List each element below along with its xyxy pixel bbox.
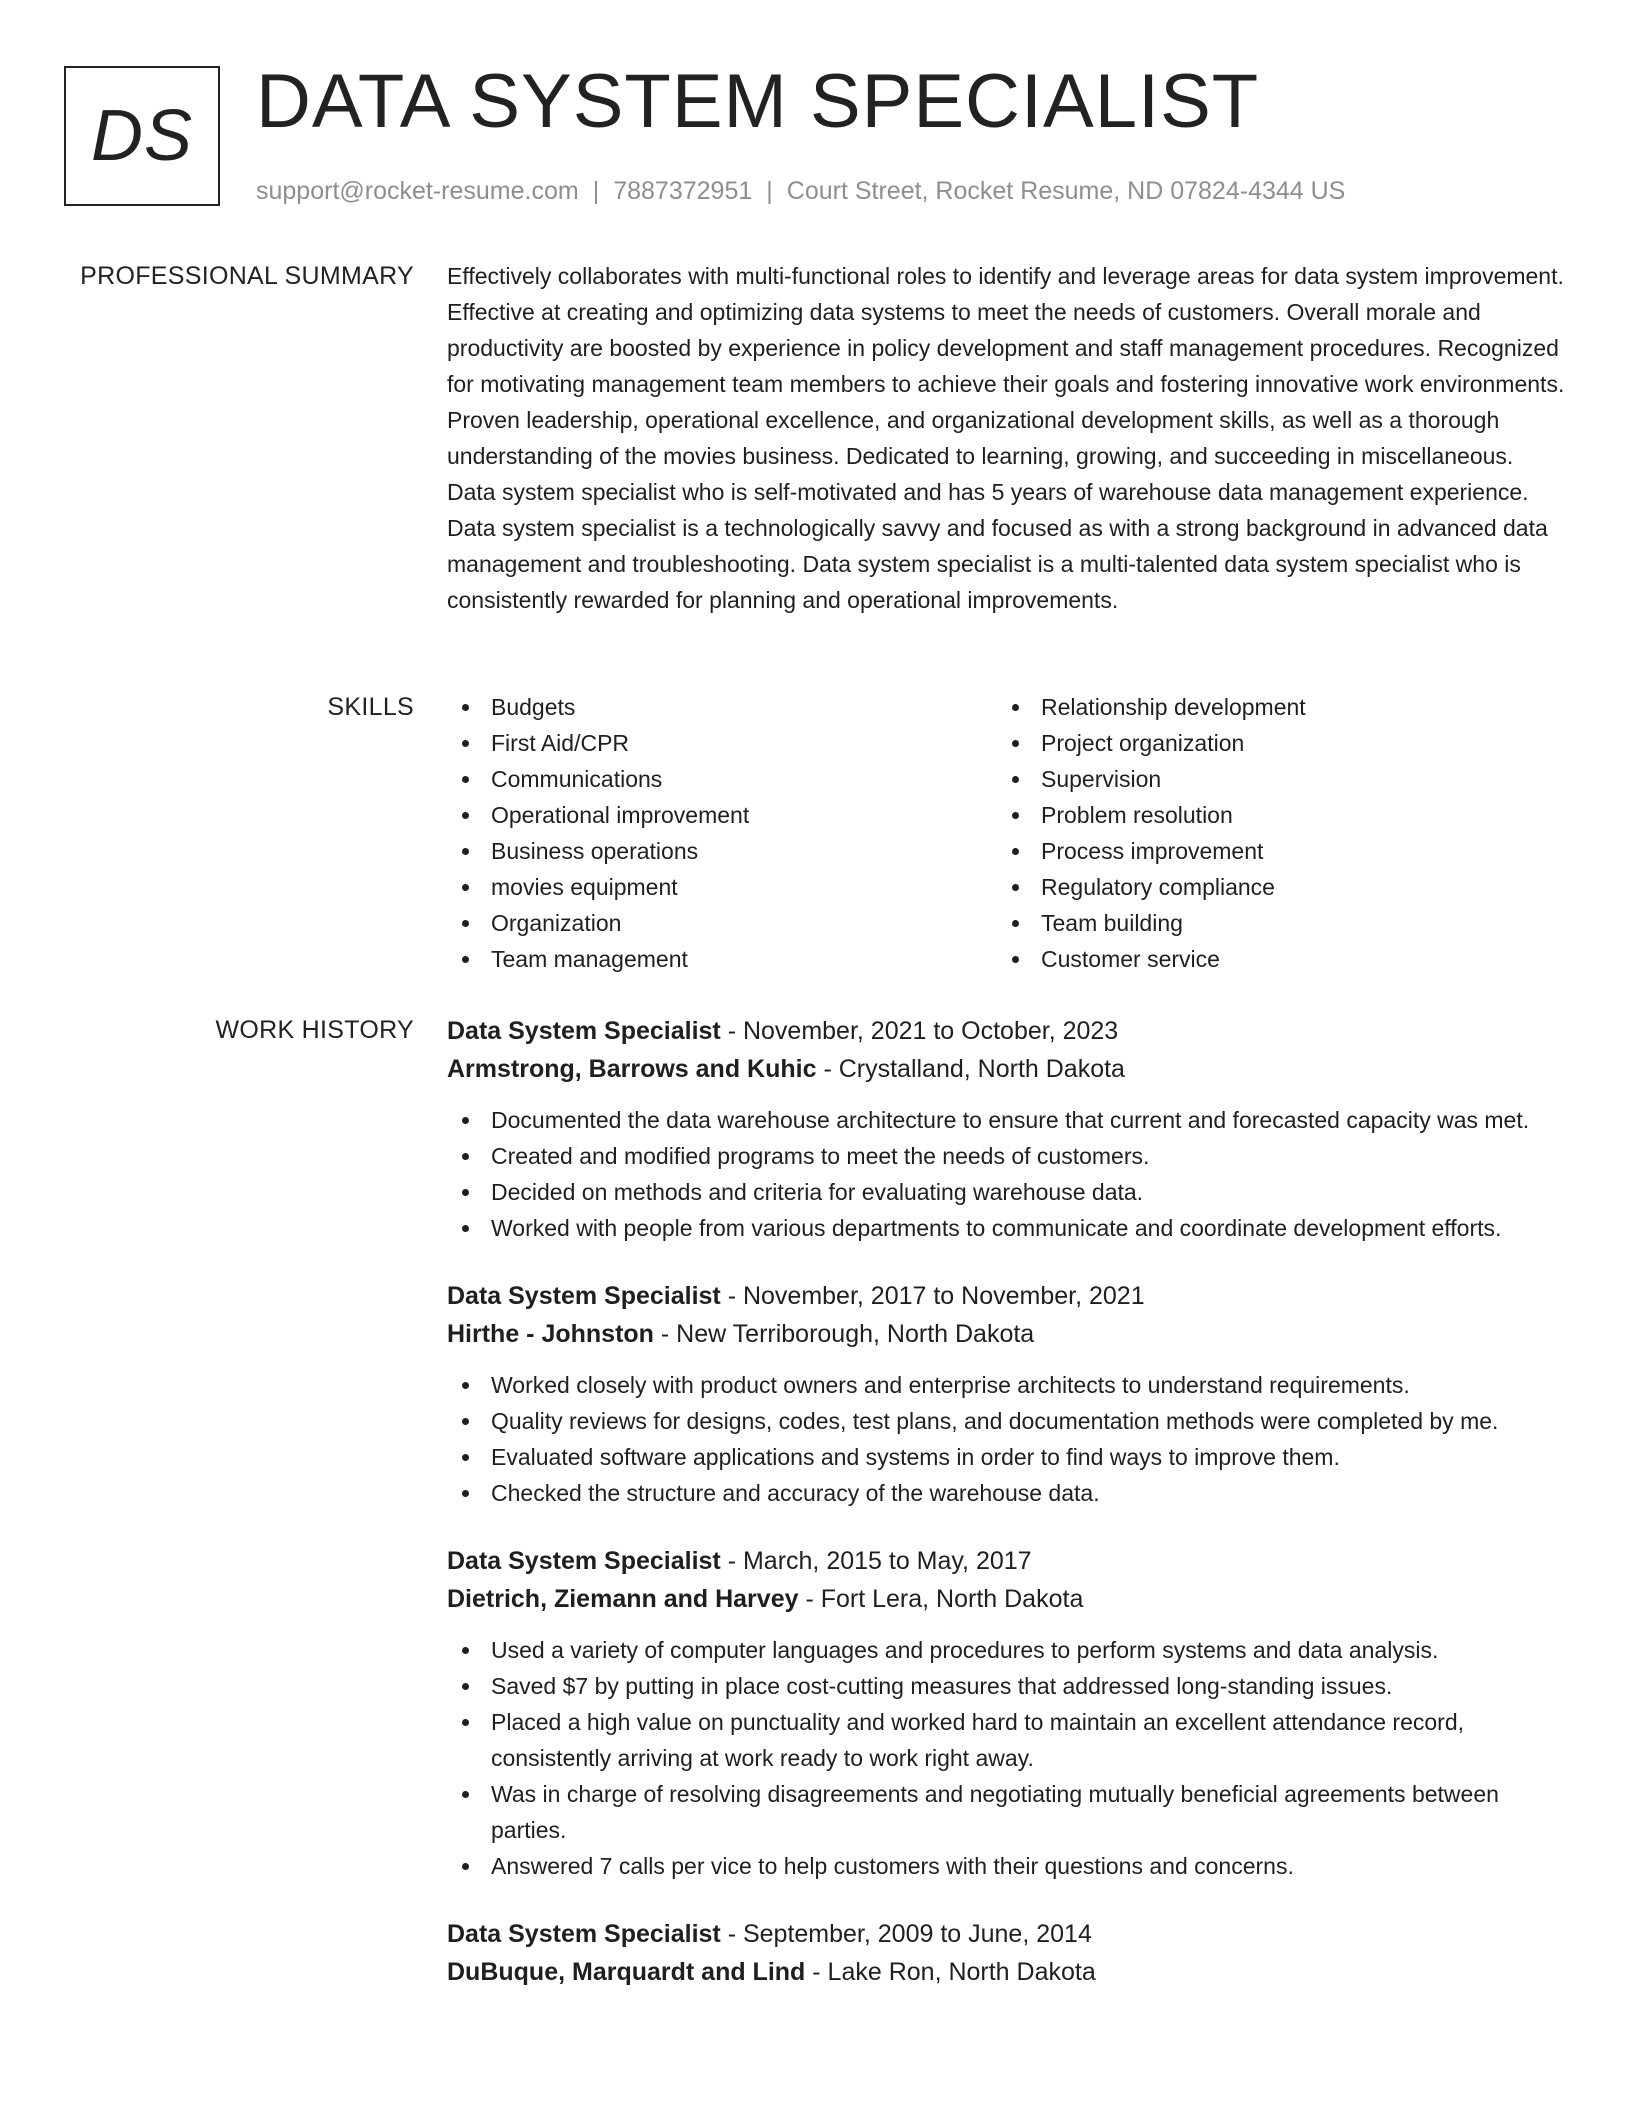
skill-item: First Aid/CPR bbox=[447, 725, 997, 761]
job-dates: - November, 2017 to November, 2021 bbox=[720, 1282, 1145, 1310]
job-bullets bbox=[447, 1367, 1567, 1511]
job-bullet: Worked with people from various departments to communicate and coordinate development efforts. bbox=[447, 1210, 1567, 1246]
job-bullet: Decided on methods and criteria for evaluating warehouse data. bbox=[447, 1174, 1567, 1210]
skill-item: Team management bbox=[447, 941, 997, 977]
contact-email[interactable]: support@rocket-resume.com bbox=[256, 177, 579, 205]
job-location: - Crystalland, North Dakota bbox=[816, 1055, 1125, 1083]
contact-line bbox=[256, 174, 1345, 208]
contact-separator: | bbox=[592, 177, 600, 205]
job-title-line bbox=[447, 1915, 1567, 1953]
job-company: Dietrich, Ziemann and Harvey bbox=[447, 1585, 799, 1613]
job-bullet: Used a variety of computer languages and procedures to perform systems and data analysis. bbox=[447, 1632, 1567, 1668]
job-bullet: Quality reviews for designs, codes, test plans, and documentation methods were completed by me. bbox=[447, 1403, 1567, 1439]
job-bullets bbox=[447, 1632, 1567, 1884]
skill-item: Project organization bbox=[997, 725, 1547, 761]
job-bullet: Created and modified programs to meet the needs of customers. bbox=[447, 1138, 1567, 1174]
skills-column-left bbox=[447, 689, 997, 977]
job-entry bbox=[447, 1915, 1567, 1991]
monogram-box: DS bbox=[64, 66, 220, 206]
skills-column-right bbox=[997, 689, 1547, 977]
job-company-line bbox=[447, 1953, 1567, 1991]
work-history-body bbox=[447, 1012, 1567, 2022]
skills-body bbox=[447, 689, 1567, 977]
job-title-line bbox=[447, 1542, 1567, 1580]
job-role: Data System Specialist bbox=[447, 1282, 721, 1310]
job-bullet: Placed a high value on punctuality and worked hard to maintain an excellent attendance record, consistently arriving at work ready to work right away. bbox=[447, 1704, 1567, 1776]
job-entry bbox=[447, 1542, 1567, 1884]
job-company: Armstrong, Barrows and Kuhic bbox=[447, 1055, 817, 1083]
job-bullets bbox=[447, 1102, 1567, 1246]
contact-phone[interactable]: 7887372951 bbox=[613, 177, 753, 205]
skill-item: Budgets bbox=[447, 689, 997, 725]
job-role: Data System Specialist bbox=[447, 1017, 721, 1045]
skill-item: Organization bbox=[447, 905, 997, 941]
skill-item: Problem resolution bbox=[997, 797, 1547, 833]
job-role: Data System Specialist bbox=[447, 1920, 721, 1948]
summary-heading: PROFESSIONAL SUMMARY bbox=[80, 262, 414, 290]
job-dates: - September, 2009 to June, 2014 bbox=[720, 1920, 1092, 1948]
skill-item: Process improvement bbox=[997, 833, 1547, 869]
skill-item: Team building bbox=[997, 905, 1547, 941]
skill-item: Customer service bbox=[997, 941, 1547, 977]
summary-paragraph: Effectively collaborates with multi-functional roles to identify and leverage areas for data system improvement. Effective at creating and optimizing data systems to meet the needs of customers. Overall morale and productivity are boosted by experience in policy development and staff management procedures. Recognized for motivating management team members to achieve their goals and fostering innovative work environments. Proven leadership, operational excellence, and organizational development skills, as well as a thorough understanding of the movies business. Dedicated to learning, growing, and succeeding in miscellaneous. Data system specialist who is self-motivated and has 5 years of warehouse data management experience. Data system specialist is a technologically savvy and focused as with a strong background in advanced data management and troubleshooting. Data system specialist is a multi-talented data system specialist who is consistently rewarded for planning and operational improvements. bbox=[447, 263, 1565, 613]
job-company: Hirthe - Johnston bbox=[447, 1320, 654, 1348]
skill-item: Regulatory compliance bbox=[997, 869, 1547, 905]
skills-heading: SKILLS bbox=[327, 693, 414, 721]
work-history-heading: WORK HISTORY bbox=[215, 1016, 414, 1044]
skill-item: Communications bbox=[447, 761, 997, 797]
resume-title: DATA SYSTEM SPECIALIST bbox=[256, 59, 1260, 144]
job-bullet: Worked closely with product owners and enterprise architects to understand requirements. bbox=[447, 1367, 1567, 1403]
job-bullet: Documented the data warehouse architecture to ensure that current and forecasted capacity was met. bbox=[447, 1102, 1567, 1138]
job-company-line bbox=[447, 1315, 1567, 1353]
job-company: DuBuque, Marquardt and Lind bbox=[447, 1958, 806, 1986]
skill-item: movies equipment bbox=[447, 869, 997, 905]
job-entry bbox=[447, 1012, 1567, 1246]
job-dates: - November, 2021 to October, 2023 bbox=[720, 1017, 1119, 1045]
skill-item: Relationship development bbox=[997, 689, 1547, 725]
job-entry bbox=[447, 1277, 1567, 1511]
job-dates: - March, 2015 to May, 2017 bbox=[720, 1547, 1032, 1575]
skill-item: Supervision bbox=[997, 761, 1547, 797]
job-location: - Lake Ron, North Dakota bbox=[805, 1958, 1096, 1986]
job-bullet: Was in charge of resolving disagreements and negotiating mutually beneficial agreements between parties. bbox=[447, 1776, 1567, 1848]
job-bullet: Answered 7 calls per vice to help customers with their questions and concerns. bbox=[447, 1848, 1567, 1884]
skill-item: Business operations bbox=[447, 833, 997, 869]
contact-separator: | bbox=[766, 177, 773, 205]
job-bullet: Checked the structure and accuracy of the warehouse data. bbox=[447, 1475, 1567, 1511]
contact-address: Court Street, Rocket Resume, ND 07824-4344 US bbox=[786, 177, 1346, 205]
job-role: Data System Specialist bbox=[447, 1547, 721, 1575]
job-title-line bbox=[447, 1012, 1567, 1050]
job-company-line bbox=[447, 1580, 1567, 1618]
job-title-line bbox=[447, 1277, 1567, 1315]
job-bullet: Evaluated software applications and systems in order to find ways to improve them. bbox=[447, 1439, 1567, 1475]
job-location: - Fort Lera, North Dakota bbox=[798, 1585, 1084, 1613]
skill-item: Operational improvement bbox=[447, 797, 997, 833]
job-bullet: Saved $7 by putting in place cost-cutting measures that addressed long-standing issues. bbox=[447, 1668, 1567, 1704]
job-location: - New Terriborough, North Dakota bbox=[653, 1320, 1035, 1348]
job-company-line bbox=[447, 1050, 1567, 1088]
summary-body bbox=[447, 258, 1567, 618]
